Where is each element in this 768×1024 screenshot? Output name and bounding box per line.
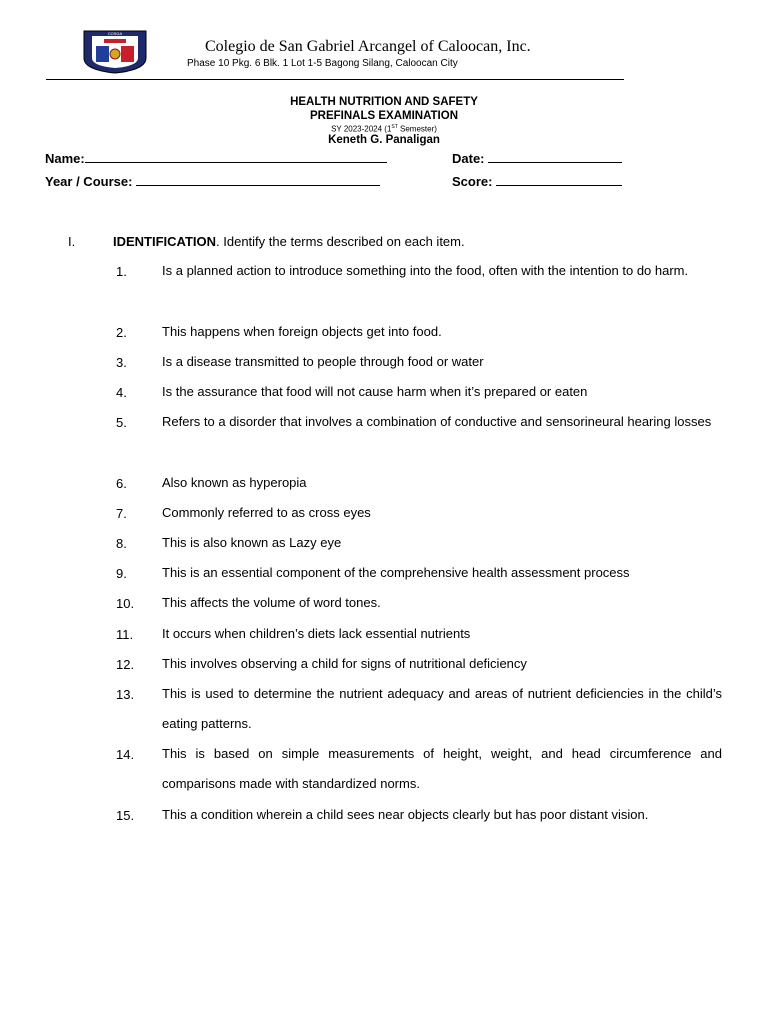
score-label: Score: [452, 174, 493, 189]
question-number: 3. [116, 355, 127, 370]
question-number: 10. [116, 596, 135, 611]
date-label: Date: [452, 151, 485, 166]
header-divider [46, 79, 624, 80]
question-number: 5. [116, 415, 127, 430]
year-course-blank[interactable] [136, 173, 380, 186]
school-address: Phase 10 Pkg. 6 Blk. 1 Lot 1-5 Bagong Silang, Caloocan City [187, 58, 458, 69]
question-number: 2. [116, 325, 127, 340]
date-field[interactable] [452, 150, 622, 166]
question-text: This happens when foreign objects get into food. [162, 324, 442, 339]
year-course-field[interactable] [45, 173, 380, 189]
school-year: SY 2023-2024 (1ST Semester) [331, 124, 437, 134]
question-text: Is the assurance that food will not cause harm when it’s prepared or eaten [162, 384, 588, 399]
question-number: 15. [116, 808, 135, 823]
date-blank[interactable] [488, 150, 622, 163]
question-number: 8. [116, 536, 127, 551]
question-text: This is an essential component of the comprehensive health assessment process [162, 565, 630, 580]
question-text: Commonly referred to as cross eyes [162, 505, 371, 520]
section-heading [113, 234, 465, 249]
question-text: Also known as hyperopia [162, 475, 307, 490]
section-instruction: . Identify the terms described on each item. [216, 234, 465, 249]
question-text: This involves observing a child for signs of nutritional deficiency [162, 656, 527, 671]
name-field[interactable] [45, 150, 387, 166]
name-label: Name: [45, 151, 85, 166]
score-blank[interactable] [496, 173, 622, 186]
question-text: Is a planned action to introduce something into the food, often with the intention to do harm. [162, 263, 689, 278]
question-number: 6. [116, 476, 127, 491]
question-number: 1. [116, 264, 127, 279]
question-number: 14. [116, 747, 135, 762]
section-number: I. [68, 234, 76, 249]
school-name: Colegio de San Gabriel Arcangel of Caloocan, Inc. [205, 38, 531, 55]
exam-title: PREFINALS EXAMINATION [309, 110, 458, 122]
year-course-label: Year / Course: [45, 174, 133, 189]
question-number: 11. [116, 627, 134, 642]
question-number: 4. [116, 385, 127, 400]
section-title: IDENTIFICATION [113, 234, 217, 249]
question-text: Refers to a disorder that involves a combination of conductive and sensorineural hearing losses [162, 414, 712, 429]
question-text: It occurs when children’s diets lack essential nutrients [162, 626, 471, 641]
question-number: 7. [116, 506, 127, 521]
question-text: This a condition wherein a child sees near objects clearly but has poor distant vision. [162, 807, 649, 822]
question-number: 13. [116, 687, 135, 702]
question-text: This is also known as Lazy eye [162, 535, 342, 550]
teacher-name: Keneth G. Panaligan [328, 134, 440, 146]
question-number: 12. [116, 657, 135, 672]
question-text: This is based on simple measurements of height, weight, and head circumference and comparisons made with standardized norms. [162, 746, 722, 792]
score-field[interactable] [452, 173, 622, 189]
question-number: 9. [116, 566, 127, 581]
name-blank[interactable] [85, 150, 387, 163]
question-text: This affects the volume of word tones. [162, 595, 381, 610]
question-text: Is a disease transmitted to people through food or water [162, 354, 484, 369]
exam-subject: HEALTH NUTRITION AND SAFETY [290, 96, 478, 108]
question-text: This is used to determine the nutrient adequacy and areas of nutrient deficiencies in the child’s eating patterns. [162, 686, 722, 732]
school-logo [82, 28, 148, 74]
svg-text:COSGA: COSGA [107, 31, 123, 36]
